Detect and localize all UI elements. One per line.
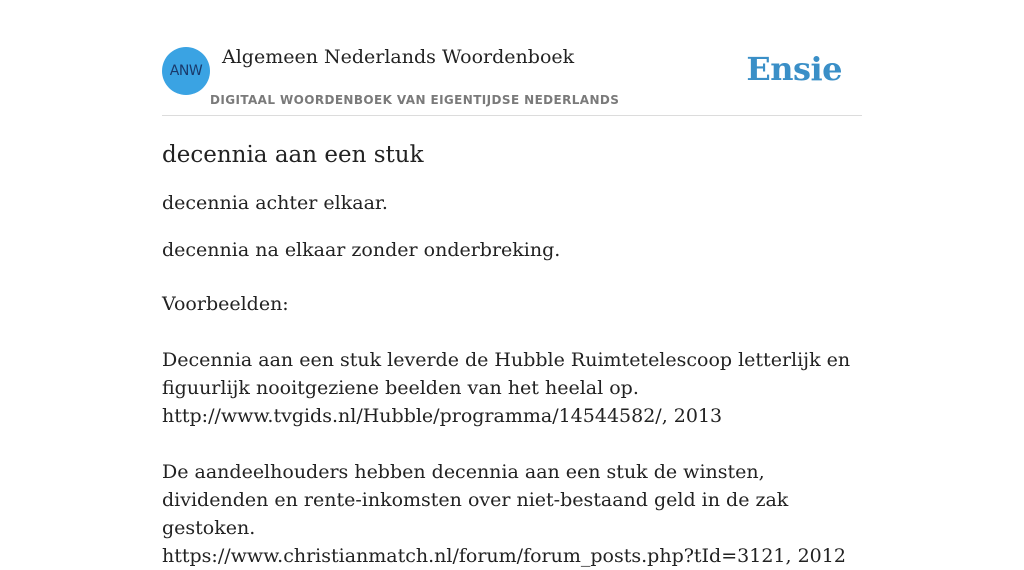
example-source: https://www.christianmatch.nl/forum/forum_posts.php?tId=3121, 2012: [162, 545, 846, 567]
examples-section: [162, 290, 862, 570]
page: [162, 0, 862, 570]
dictionary-subtitle: DIGITAAL WOORDENBOEK VAN EIGENTIJDSE NEDERLANDS: [210, 93, 620, 107]
definition: decennia na elkaar zonder onderbreking.: [162, 239, 561, 261]
dictionary-title[interactable]: Algemeen Nederlands Woordenboek: [222, 46, 575, 68]
anw-logo-text: ANW: [169, 63, 203, 79]
example: [162, 346, 862, 430]
anw-logo[interactable]: [162, 47, 210, 95]
header: [162, 0, 862, 116]
example-source: http://www.tvgids.nl/Hubble/programma/14544582/, 2013: [162, 405, 723, 427]
ensie-logo[interactable]: Ensie: [746, 50, 842, 88]
entry-title: decennia aan een stuk: [162, 142, 424, 168]
example: [162, 458, 862, 570]
example-text: De aandeelhouders hebben decennia aan een stuk de winsten, dividenden en rente-inkomsten over niet-bestaand geld in de zak gestoken.: [162, 461, 789, 539]
example-text: Decennia aan een stuk leverde de Hubble Ruimtetelescoop letterlijk en figuurlijk nooitgeziene beelden van het heelal op.: [162, 349, 851, 399]
examples-label: Voorbeelden:: [162, 293, 289, 315]
definition: decennia achter elkaar.: [162, 192, 388, 214]
